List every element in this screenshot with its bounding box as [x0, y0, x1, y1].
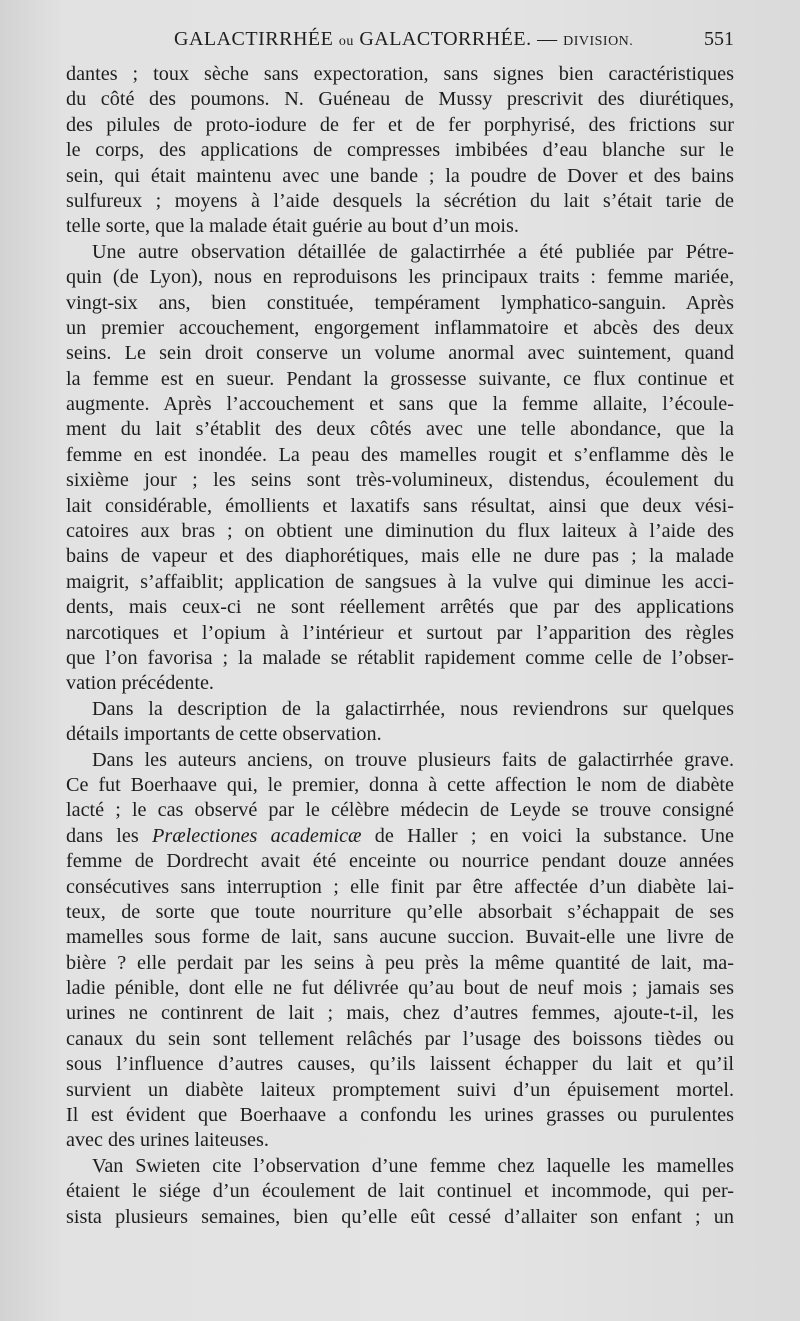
text-line: avec des urines laiteuses.	[66, 1129, 269, 1152]
text-line: ladie pénible, dont elle ne fut délivrée qu’au bout de neuf mois ; jamais ses	[66, 977, 734, 1000]
text-line: femme de Dordrecht avait été enceinte ou nourrice pendant douze années	[66, 850, 734, 873]
text-line: ment du lait s’établit des deux côtés avec une telle abondance, que la	[66, 418, 734, 441]
title-main2: GALACTORRHÉE. —	[359, 28, 558, 50]
text-run: dans les	[66, 824, 152, 847]
text-line: teux, de sorte que toute nourriture qu’elle absorbait s’échappait de ses	[66, 900, 734, 923]
text-line: dantes ; toux sèche sans expectoration, sans signes bien caractéristiques	[66, 63, 734, 85]
text-line: sixième jour ; les seins sont très-volumineux, distendus, écoulement du	[66, 469, 734, 492]
text-line: consécutives sans interruption ; elle finit par être affectée d’un diabète lai-	[66, 875, 734, 898]
text-line: catoires aux bras ; on obtient une diminution du flux laiteux à l’aide des	[66, 520, 734, 543]
text-line: Dans la description de la galactirrhée, nous reviendrons sur quelques	[92, 697, 734, 720]
text-line: étaient le siége d’un écoulement de lait continuel et incommode, qui per-	[66, 1180, 734, 1203]
text-line: sista plusieurs semaines, bien qu’elle eût cessé d’allaiter son enfant ; un	[66, 1205, 734, 1228]
text-line: sein, qui était maintenu avec une bande ; la poudre de Dover et des bains	[66, 164, 734, 187]
text-run: de Haller ; en voici la substance. Une	[361, 824, 734, 847]
text-line: bière ? elle perdait par les seins à peu près la même quantité de lait, ma-	[66, 951, 734, 974]
text-line: femme en est inondée. La peau des mamelles rougit et s’enflamme dès le	[66, 443, 734, 466]
text-line: un premier accouchement, engorgement inflammatoire et abcès des deux	[66, 316, 734, 339]
text-line: sous l’influence d’autres causes, qu’ils laissent échapper du lait et qu’il	[66, 1053, 734, 1076]
text-line: Van Swieten cite l’observation d’une femme chez laquelle les mamelles	[92, 1154, 734, 1177]
title-ou: ou	[338, 34, 354, 49]
text-line: augmente. Après l’accouchement et sans que la femme allaite, l’écoule-	[66, 393, 734, 416]
text-line: vingt-six ans, bien constituée, tempérament lymphatico-sanguin. Après	[66, 291, 734, 314]
text-line: le corps, des applications de compresses imbibées d’eau blanche sur le	[66, 139, 734, 162]
text-line: quin (de Lyon), nous en reproduisons les principaux traits : femme mariée,	[66, 266, 734, 289]
body-text	[66, 62, 734, 1230]
text-line: mamelles sous forme de lait, sans aucune succion. Buvait-elle une livre de	[66, 926, 734, 949]
title-section: DIVISION.	[563, 34, 634, 49]
running-header	[66, 28, 734, 54]
text-line	[66, 824, 734, 849]
text-line: seins. Le sein droit conserve un volume anormal avec suintement, quand	[66, 342, 734, 365]
text-line: lait considérable, émollients et laxatifs sans résultat, ainsi que deux vési-	[66, 494, 734, 517]
text-line: vation précédente.	[66, 672, 214, 695]
title-main: GALACTIRRHÉE	[174, 28, 334, 50]
text-line: Il est évident que Boerhaave a confondu les urines grasses ou purulentes	[66, 1104, 734, 1127]
text-line: survient un diabète laiteux promptement suivi d’un épuisement mortel.	[66, 1078, 734, 1101]
text-line: canaux du sein sont tellement relâchés par l’usage des boissons tièdes ou	[66, 1027, 734, 1050]
text-line: narcotiques et l’opium à l’intérieur et surtout par l’apparition des règles	[66, 621, 734, 644]
text-line: que l’on favorisa ; la malade se rétablit rapidement comme celle de l’obser-	[66, 646, 734, 669]
text-line: dents, mais ceux-ci ne sont réellement arrêtés que par des applications	[66, 596, 734, 619]
text-line: telle sorte, que la malade était guérie au bout d’un mois.	[66, 215, 519, 238]
text-line: sulfureux ; moyens à l’aide desquels la sécrétion du lait s’était tarie de	[66, 189, 734, 212]
text-line: bains de vapeur et des diaphorétiques, mais elle ne dure pas ; la malade	[66, 545, 734, 568]
page-number: 551	[704, 28, 734, 50]
text-line: Ce fut Boerhaave qui, le premier, donna à cette affection le nom de diabète	[66, 773, 734, 796]
book-title-italic: Prælectiones academicæ	[152, 824, 362, 847]
text-line: du côté des poumons. N. Guéneau de Mussy prescrivit des diurétiques,	[66, 88, 734, 111]
text-line: la femme est en sueur. Pendant la grossesse suivante, ce flux continue et	[66, 367, 734, 390]
text-line: Dans les auteurs anciens, on trouve plusieurs faits de galactirrhée grave.	[92, 748, 734, 771]
text-line: détails importants de cette observation.	[66, 723, 382, 746]
text-line: lacté ; le cas observé par le célèbre médecin de Leyde se trouve consigné	[66, 799, 734, 822]
running-title	[174, 28, 633, 51]
text-line: Une autre observation détaillée de galactirrhée a été publiée par Pétre-	[92, 240, 734, 263]
text-line: urines ne continrent de lait ; mais, chez d’autres femmes, ajoute-t-il, les	[66, 1002, 734, 1025]
text-line: maigrit, s’affaiblit; application de sangsues à la vulve qui diminue les acci-	[66, 570, 734, 593]
text-line: des pilules de proto-iodure de fer et de fer porphyrisé, des frictions sur	[66, 113, 734, 136]
